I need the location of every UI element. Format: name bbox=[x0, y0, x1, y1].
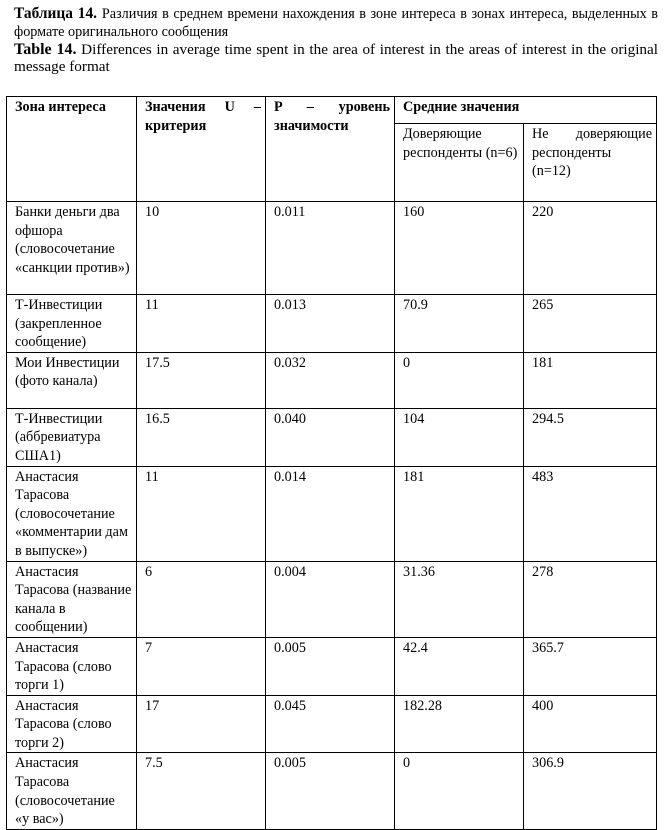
cell-zone: Анастасия Тарасова (словосочетание «у вас») bbox=[7, 753, 137, 829]
caption-english-label: Table 14. bbox=[14, 41, 77, 58]
cell-u-value: 17.5 bbox=[137, 352, 266, 408]
cell-zone: Анастасия Тарасова (слово торги 1) bbox=[7, 637, 137, 695]
table-row bbox=[7, 295, 657, 353]
cell-zone: Т-Инвестиции (закрепленное сообщение) bbox=[7, 295, 137, 353]
table-row bbox=[7, 695, 657, 753]
cell-u-value: 7.5 bbox=[137, 753, 266, 829]
cell-not-trusting-mean: 365.7 bbox=[524, 637, 657, 695]
table-caption bbox=[14, 5, 658, 75]
cell-not-trusting-mean: 306.9 bbox=[524, 753, 657, 829]
cell-p-value: 0.045 bbox=[266, 695, 395, 753]
cell-p-value: 0.040 bbox=[266, 408, 395, 466]
table-row bbox=[7, 466, 657, 561]
cell-trusting-mean: 0 bbox=[395, 753, 524, 829]
cell-zone: Банки деньги два офшора (словосочетание «санкции против») bbox=[7, 202, 137, 295]
cell-trusting-mean: 70.9 bbox=[395, 295, 524, 353]
cell-not-trusting-mean: 294.5 bbox=[524, 408, 657, 466]
table-row bbox=[7, 352, 657, 408]
header-row bbox=[7, 97, 657, 124]
cell-trusting-mean: 31.36 bbox=[395, 561, 524, 637]
cell-p-value: 0.013 bbox=[266, 295, 395, 353]
cell-trusting-mean: 104 bbox=[395, 408, 524, 466]
cell-u-value: 6 bbox=[137, 561, 266, 637]
cell-trusting-mean: 160 bbox=[395, 202, 524, 295]
caption-russian-text: Различия в среднем времени нахождения в зоне интереса в зонах интереса, выделенных в формате оригинального сообщения bbox=[14, 6, 658, 40]
cell-u-value: 10 bbox=[137, 202, 266, 295]
cell-not-trusting-mean: 483 bbox=[524, 466, 657, 561]
cell-trusting-mean: 182.28 bbox=[395, 695, 524, 753]
table-row bbox=[7, 408, 657, 466]
cell-not-trusting-mean: 265 bbox=[524, 295, 657, 353]
results-table bbox=[6, 96, 657, 830]
table-row bbox=[7, 561, 657, 637]
caption-russian-label: Таблица 14. bbox=[14, 5, 98, 22]
cell-p-value: 0.005 bbox=[266, 753, 395, 829]
cell-zone: Т-Инвестиции (аббревиатура США1) bbox=[7, 408, 137, 466]
cell-u-value: 16.5 bbox=[137, 408, 266, 466]
caption-russian bbox=[14, 5, 658, 41]
table-row bbox=[7, 753, 657, 829]
cell-p-value: 0.005 bbox=[266, 637, 395, 695]
cell-p-value: 0.011 bbox=[266, 202, 395, 295]
header-trusting: Доверяющие респонденты (n=6) bbox=[395, 124, 524, 202]
caption-english bbox=[14, 41, 658, 75]
cell-u-value: 17 bbox=[137, 695, 266, 753]
table-body bbox=[7, 202, 657, 830]
cell-not-trusting-mean: 220 bbox=[524, 202, 657, 295]
header-u-value: Значения U – критерия bbox=[137, 97, 266, 202]
cell-trusting-mean: 0 bbox=[395, 352, 524, 408]
table-row bbox=[7, 202, 657, 295]
header-zone: Зона интереса bbox=[7, 97, 137, 202]
cell-p-value: 0.032 bbox=[266, 352, 395, 408]
table-header bbox=[7, 97, 657, 202]
cell-p-value: 0.004 bbox=[266, 561, 395, 637]
cell-zone: Анастасия Тарасова (слово торги 2) bbox=[7, 695, 137, 753]
cell-trusting-mean: 42.4 bbox=[395, 637, 524, 695]
cell-zone: Анастасия Тарасова (название канала в сообщении) bbox=[7, 561, 137, 637]
cell-zone: Мои Инвестиции (фото канала) bbox=[7, 352, 137, 408]
header-not-trusting: Не доверяющие респонденты (n=12) bbox=[524, 124, 657, 202]
cell-not-trusting-mean: 181 bbox=[524, 352, 657, 408]
table-row bbox=[7, 637, 657, 695]
cell-u-value: 11 bbox=[137, 295, 266, 353]
cell-zone: Анастасия Тарасова (словосочетание «комментарии дам в выпуске») bbox=[7, 466, 137, 561]
cell-u-value: 11 bbox=[137, 466, 266, 561]
cell-trusting-mean: 181 bbox=[395, 466, 524, 561]
cell-u-value: 7 bbox=[137, 637, 266, 695]
header-p-value: P – уровень значимости bbox=[266, 97, 395, 202]
cell-not-trusting-mean: 278 bbox=[524, 561, 657, 637]
cell-not-trusting-mean: 400 bbox=[524, 695, 657, 753]
header-means: Средние значения bbox=[395, 97, 657, 124]
cell-p-value: 0.014 bbox=[266, 466, 395, 561]
caption-english-text: Differences in average time spent in the area of interest in the areas of interest in the original message format bbox=[14, 41, 658, 75]
